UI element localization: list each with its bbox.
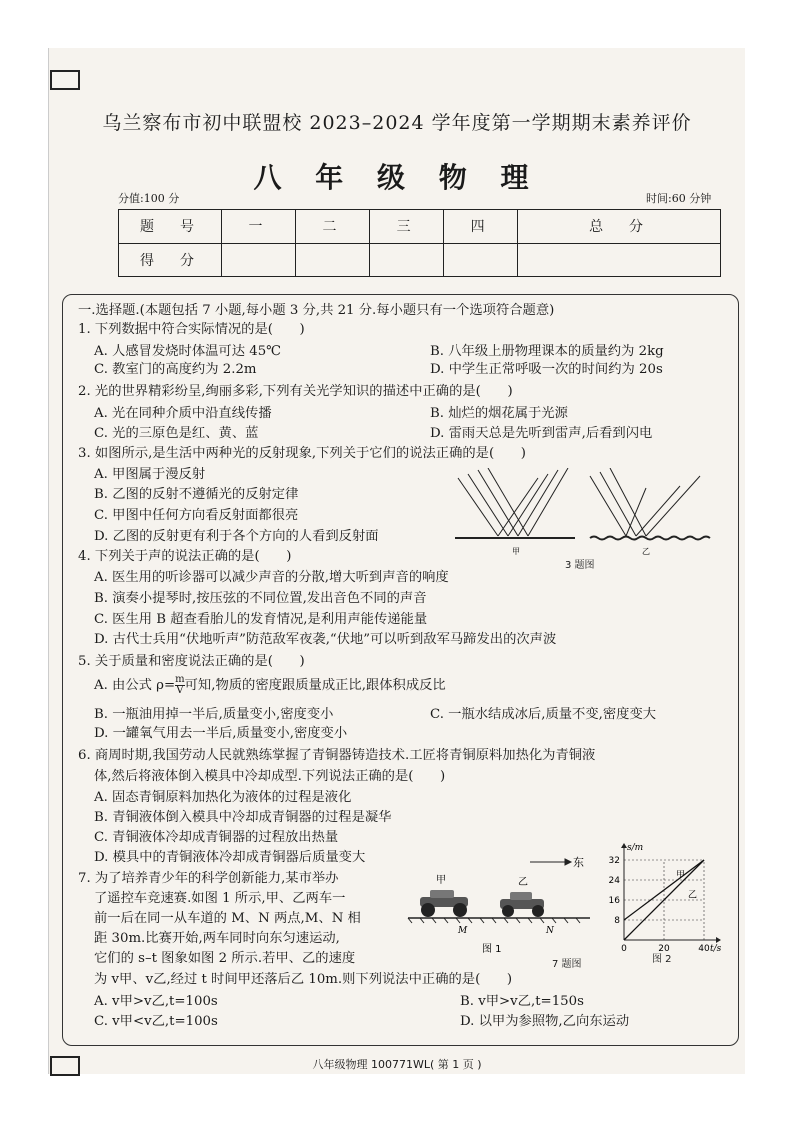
page-footer: 八年级物理 100771WL( 第 1 页 ) (312, 1058, 482, 1071)
x-axis-label: t/s (710, 944, 722, 954)
east-label: 东 (573, 856, 584, 869)
question-7-line4: 距 30m.比赛开始,两车同时向东匀速运动, (94, 931, 340, 946)
question-2-option-d[interactable]: D. 雷雨天总是先听到雷声,后看到闪电 (430, 426, 653, 441)
question-7-option-d[interactable]: D. 以甲为参照物,乙向东运动 (460, 1014, 630, 1029)
x-tick-label: 40 (698, 944, 710, 954)
question-3-option-b[interactable]: B. 乙图的反射不遵循光的反射定律 (94, 487, 299, 502)
question-4-stem: 4. 下列关于声的说法正确的是( ) (78, 549, 292, 564)
exam-time: 时间:60 分钟 (646, 192, 712, 205)
question-2-option-b[interactable]: B. 灿烂的烟花属于光源 (430, 406, 568, 421)
option-a-suffix: 可知,物质的密度跟质量成正比,跟体积成反比 (184, 678, 446, 693)
score-input-cell[interactable] (444, 243, 518, 277)
question-4-option-c[interactable]: C. 医生用 B 超查看胎儿的发育情况,是利用声能传递能量 (94, 612, 428, 627)
question-1-option-b[interactable]: B. 八年级上册物理课本的质量约为 2kg (430, 344, 664, 359)
question-1-option-c[interactable]: C. 教室门的高度约为 2.2m (94, 362, 257, 377)
series-label-yi: 乙 (688, 890, 698, 901)
car-jia-icon (420, 890, 468, 917)
figure-label-jia: 甲 (512, 547, 520, 556)
score-table (118, 209, 721, 277)
y-axis-label: s/m (627, 843, 644, 853)
question-6-option-b[interactable]: B. 青铜液体倒入模具中冷却成青铜器的过程是凝华 (94, 810, 392, 825)
x-axis-arrow (716, 937, 721, 943)
section-title: 一.选择题.(本题包括 7 小题,每小题 3 分,共 21 分.每小题只有一个选项符合题意) (78, 303, 555, 318)
score-total: 分值:100 分 (118, 192, 180, 205)
question-7-option-a[interactable]: A. v甲>v乙,t=100s (94, 994, 218, 1009)
question-5-option-b[interactable]: B. 一瓶油用掉一半后,质量变小,密度变小 (94, 707, 334, 722)
car-yi-label: 乙 (518, 877, 528, 888)
fraction-numerator: m (175, 674, 185, 685)
y-tick-label: 16 (608, 896, 620, 906)
figure-1-label: 图 1 (482, 944, 502, 955)
question-6-option-a[interactable]: A. 固态青铜原料加热化为液体的过程是液化 (94, 790, 352, 805)
point-m-label: M (458, 926, 468, 936)
point-n-label: N (546, 926, 554, 936)
question-6-stem-line2: 体,然后将液体倒入模具中冷却成型.下列说法正确的是( ) (94, 769, 446, 784)
table-cell: 三 (370, 210, 444, 244)
y-tick-label: 24 (608, 876, 620, 886)
question-5-stem: 5. 关于质量和密度说法正确的是( ) (78, 654, 305, 669)
question-1-option-d[interactable]: D. 中学生正常呼吸一次的时间约为 20s (430, 362, 663, 377)
question-5-option-a[interactable] (94, 675, 446, 697)
question-7-line1: 7. 为了培养青少年的科学创新能力,某市举办 (78, 871, 339, 886)
question-3-stem: 3. 如图所示,是生活中两种光的反射现象,下列关于它们的说法正确的是( ) (78, 446, 526, 461)
table-cell: 四 (444, 210, 518, 244)
question-2-option-c[interactable]: C. 光的三原色是红、黄、蓝 (94, 426, 259, 441)
corner-mark-top-left (50, 70, 80, 90)
question-2-option-a[interactable]: A. 光在同种介质中沿直线传播 (94, 406, 272, 421)
table-cell: 一 (222, 210, 296, 244)
question-3-figure (450, 468, 720, 568)
diffuse-reflection-diagram (590, 468, 710, 540)
y-tick-label: 8 (614, 916, 620, 926)
score-input-cell[interactable] (370, 243, 444, 277)
question-3-figure-caption: 3 题图 (565, 560, 595, 571)
question-7-st-chart (602, 840, 732, 962)
x-tick-label: 20 (658, 944, 670, 954)
exam-header-title: 乌兰察布市初中联盟校 2023–2024 学年度第一学期期末素养评价 (102, 112, 692, 134)
question-3-option-c[interactable]: C. 甲图中任何方向看反射面都很亮 (94, 508, 299, 523)
question-7-line6: 为 v甲、v乙,经过 t 时间甲还落后乙 10m.则下列说法中正确的是( ) (94, 972, 513, 987)
question-7-option-c[interactable]: C. v甲<v乙,t=100s (94, 1014, 218, 1029)
fraction-denominator: V (176, 685, 184, 696)
car-jia-label: 甲 (436, 875, 446, 886)
figure-2-label: 图 2 (652, 954, 672, 965)
table-cell: 二 (296, 210, 370, 244)
y-tick-label: 32 (608, 856, 620, 866)
density-fraction (175, 675, 184, 696)
question-6-stem-line1: 6. 商周时期,我国劳动人民就熟练掌握了青铜器铸造技术.工匠将青铜原料加热化为青铜液 (78, 748, 596, 763)
score-input-cell[interactable] (222, 243, 296, 277)
score-input-cell[interactable] (518, 243, 721, 277)
specular-reflection-diagram (455, 468, 575, 538)
question-4-option-d[interactable]: D. 古代士兵用“伏地听声”防范敌军夜袭,“伏地”可以听到敌军马蹄发出的次声波 (94, 632, 557, 647)
x-tick-label: 0 (621, 944, 627, 954)
question-2-stem: 2. 光的世界精彩纷呈,绚丽多彩,下列有关光学知识的描述中正确的是( ) (78, 384, 513, 399)
car-yi-icon (500, 892, 544, 917)
subject-title: 八 年 级 物 理 (253, 161, 541, 194)
question-7-option-b[interactable]: B. v甲>v乙,t=150s (460, 994, 584, 1009)
question-6-option-c[interactable]: C. 青铜液体冷却成青铜器的过程放出热量 (94, 830, 339, 845)
table-cell: 总 分 (518, 210, 721, 244)
table-cell: 题 号 (119, 210, 222, 244)
question-7-line2: 了遥控车竞速赛.如图 1 所示,甲、乙两车一 (94, 891, 346, 906)
series-label-jia: 甲 (676, 870, 686, 881)
question-7-figure-caption: 7 题图 (552, 959, 582, 970)
question-5-option-d[interactable]: D. 一罐氧气用去一半后,质量变小,密度变小 (94, 726, 348, 741)
option-a-prefix: A. 由公式 ρ= (94, 678, 176, 693)
question-7-line3: 前一后在同一从车道的 M、N 两点,M、N 相 (94, 911, 361, 926)
figure-label-yi: 乙 (642, 547, 650, 556)
question-7-line5: 它们的 s–t 图象如图 2 所示.若甲、乙的速度 (94, 951, 356, 966)
question-7-figure-1 (400, 855, 600, 955)
score-input-cell[interactable] (296, 243, 370, 277)
question-3-option-a[interactable]: A. 甲图属于漫反射 (94, 467, 206, 482)
score-table-header-row (119, 210, 721, 244)
question-3-option-d[interactable]: D. 乙图的反射更有利于各个方向的人看到反射面 (94, 529, 379, 544)
question-6-option-d[interactable]: D. 模具中的青铜液体冷却成青铜器后质量变大 (94, 850, 366, 865)
question-5-option-c[interactable]: C. 一瓶水结成冰后,质量不变,密度变大 (430, 707, 657, 722)
question-4-option-a[interactable]: A. 医生用的听诊器可以减少声音的分散,增大听到声音的响度 (94, 570, 449, 585)
question-4-option-b[interactable]: B. 演奏小提琴时,按压弦的不同位置,发出音色不同的声音 (94, 591, 427, 606)
question-1-stem: 1. 下列数据中符合实际情况的是( ) (78, 322, 305, 337)
question-1-option-a[interactable]: A. 人感冒发烧时体温可达 45℃ (94, 344, 282, 359)
table-cell: 得 分 (119, 243, 222, 277)
score-table-score-row (119, 243, 721, 277)
